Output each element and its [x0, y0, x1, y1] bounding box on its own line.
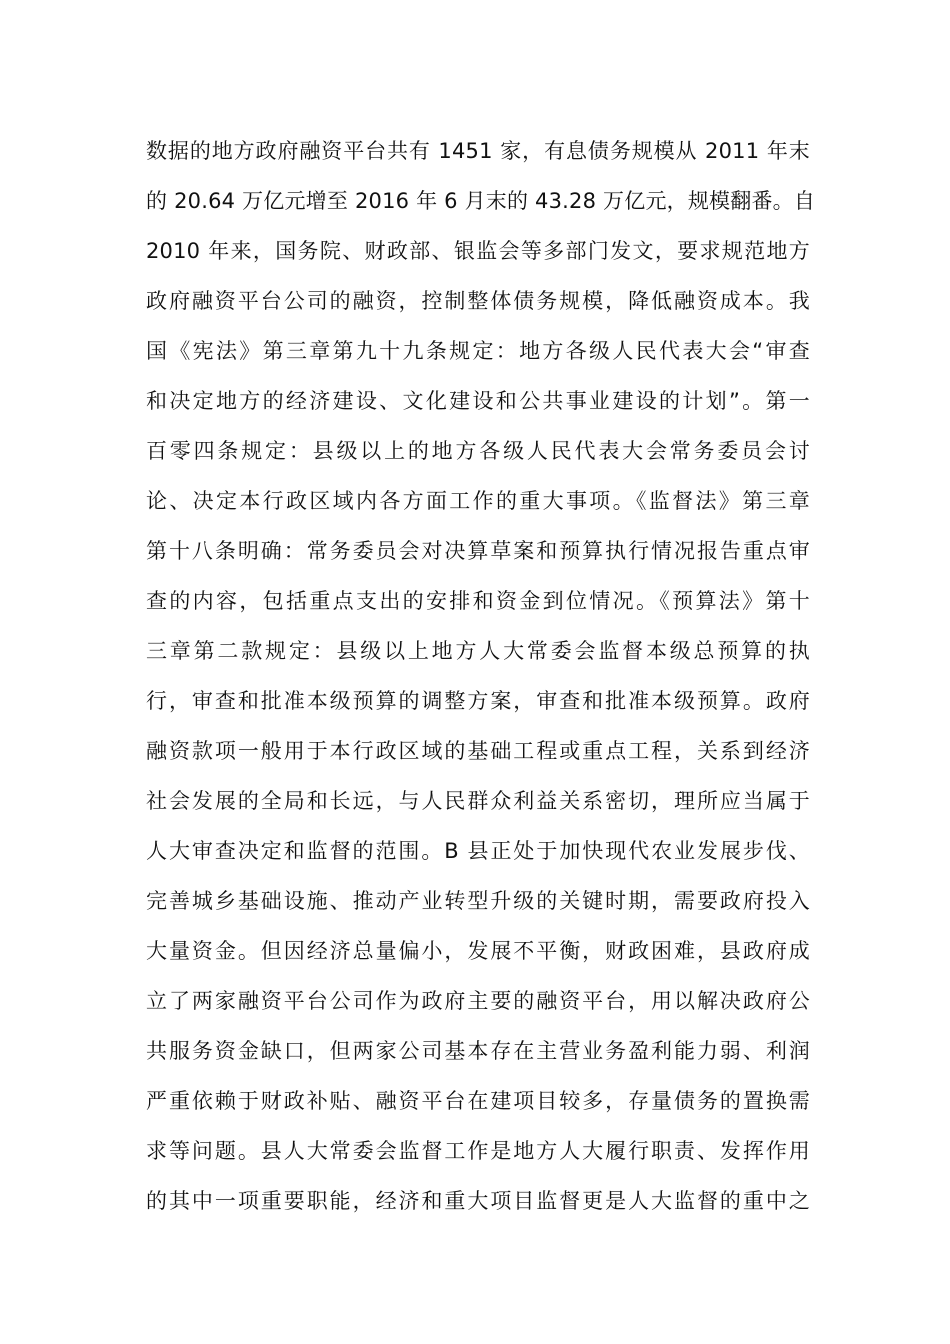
text-line: 政府融资平台公司的融资，控制整体债务规模，降低融资成本。我: [146, 289, 810, 313]
text-line: 三章第二款规定：县级以上地方人大常委会监督本级总预算的执: [146, 639, 810, 663]
text-line: 立了两家融资平台公司作为政府主要的融资平台，用以解决政府公: [146, 989, 810, 1013]
text-line: 第十八条明确：常务委员会对决算草案和预算执行情况报告重点审: [146, 539, 810, 563]
text-line: 和决定地方的经济建设、文化建设和公共事业建设的计划”。第一: [146, 389, 810, 413]
text-line: 行，审查和批准本级预算的调整方案，审查和批准本级预算。政府: [146, 689, 810, 713]
text-line: 融资款项一般用于本行政区域的基础工程或重点工程，关系到经济: [146, 739, 810, 763]
text-line: 共服务资金缺口，但两家公司基本存在主营业务盈利能力弱、利润: [146, 1039, 810, 1063]
text-line: 数据的地方政府融资平台共有 1451 家，有息债务规模从 2011 年末: [146, 139, 810, 163]
text-line: 大量资金。但因经济总量偏小，发展不平衡，财政困难，县政府成: [146, 939, 810, 963]
text-line: 国《宪法》第三章第九十九条规定：地方各级人民代表大会“审查: [146, 339, 810, 363]
text-line: 社会发展的全局和长远，与人民群众利益关系密切，理所应当属于: [146, 789, 810, 813]
text-line: 百零四条规定：县级以上的地方各级人民代表大会常务委员会讨: [146, 439, 810, 463]
text-line: 论、决定本行政区域内各方面工作的重大事项。《监督法》第三章: [146, 489, 810, 513]
text-line: 严重依赖于财政补贴、融资平台在建项目较多，存量债务的置换需: [146, 1089, 810, 1113]
body-paragraph: [146, 126, 816, 1226]
text-line: 的其中一项重要职能，经济和重大项目监督更是人大监督的重中之: [146, 1189, 810, 1213]
text-line: 人大审查决定和监督的范围。B 县正处于加快现代农业发展步伐、: [146, 839, 810, 863]
text-line: 2010 年来，国务院、财政部、银监会等多部门发文，要求规范地方: [146, 239, 810, 263]
text-line: 的 20.64 万亿元增至 2016 年 6 月末的 43.28 万亿元，规模翻番。自: [146, 189, 816, 213]
text-line: 求等问题。县人大常委会监督工作是地方人大履行职责、发挥作用: [146, 1139, 810, 1163]
text-line: 完善城乡基础设施、推动产业转型升级的关键时期，需要政府投入: [146, 889, 810, 913]
text-line: 查的内容，包括重点支出的安排和资金到位情况。《预算法》第十: [146, 589, 810, 613]
